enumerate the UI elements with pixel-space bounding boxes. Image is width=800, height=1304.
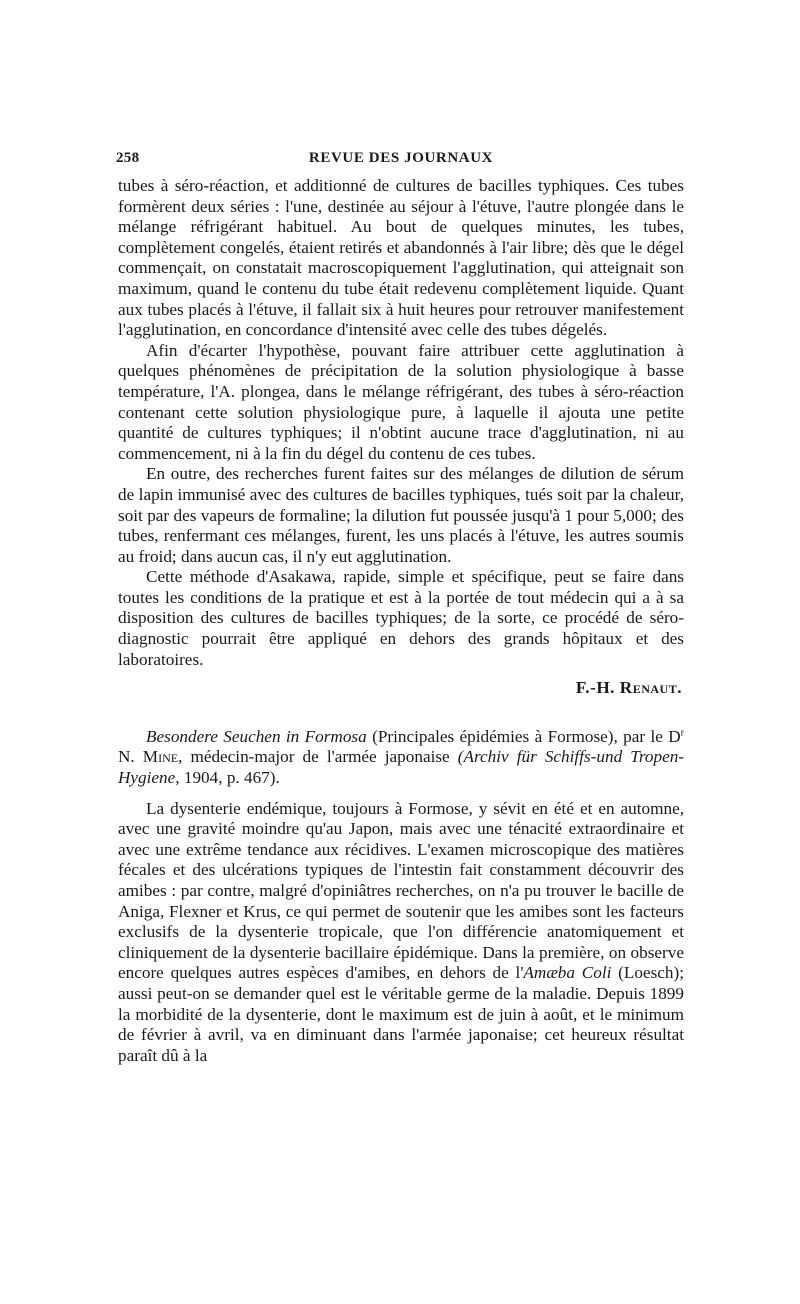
signature-surname: Renaut. (619, 678, 682, 698)
signature-initials: F.-H. (575, 678, 615, 698)
review-citation: 1904, p. 467). (183, 768, 280, 788)
review-author-surname: Mine, (142, 747, 183, 767)
review-author-role: médecin-major de l'armée japonaise (190, 747, 450, 767)
page-number: 258 (116, 150, 140, 166)
review-author-initial: N. (118, 747, 135, 767)
review-body-text: La dysenterie endémique, toujours à Formose, y sévit en été et en automne, avec une gravité moindre qu'au Japon, mais avec une ténacité extraordinaire et avec une extrême tendance aux récidives. L'examen microscopique des matières fécales et des ulcérations typiques de l'intestin fait constamment découvrir des amibes : par contre, malgré d'opiniâtres recherches, on n'a pu trouver le bacille de Aniga, Flexner et Krus, ce qui permet de soutenir que les amibes sont les facteurs exclusifs de la dysenterie tropicale, que l'on différencie anatomiquement et cliniquement de la dysenterie bacillaire épidémique. Dans la première, on observe encore quelques autres espèces d'amibes, en dehors de l' (118, 798, 684, 983)
review-body (118, 799, 684, 1067)
review-body-continued: (Loesch); aussi peut-on se demander quel est le véritable germe de la maladie. Depuis 1899 la morbidité de la dysenterie, dont le maximum est de juin à août, et le minimum de février à avril, va en diminuant dans l'armée japonaise; cet heureux résultat paraît dû à la (118, 963, 685, 1065)
paragraph-conclusion: Cette méthode d'Asakawa, rapide, simple et spécifique, peut se faire dans toutes les conditions de la pratique et est à la portée de tout médecin qui a à sa disposition des cultures de bacilles typhiques; de la sorte, ce procédé de séro-diagnostic pourrait être appliqué en dehors des grands hôpitaux et des laboratoires. (118, 567, 684, 669)
review-title-translation: (Principales épidémies à Formose), (372, 726, 618, 746)
document-page (118, 150, 684, 1066)
review-honorific: D (668, 726, 681, 746)
review-honorific-sup: r (680, 727, 685, 739)
journal-title: REVUE DES JOURNAUX (308, 150, 494, 166)
review-heading (118, 727, 684, 789)
review-journal: (Archiv für Schiffs-und Tropen-Hygiene, (118, 747, 685, 788)
paragraph-hypothesis: Afin d'écarter l'hypothèse, pouvant faire attribuer cette agglutination à quelques phénomènes de précipitation de la solution physiologique à basse température, l'A. plongea, dans le mélange réfrigérant, des tubes à séro-réaction contenant cette solution physiologique pure, à laquelle il ajouta une petite quantité de cultures typhiques; il n'obtint aucune trace d'agglutination, ni au commencement, ni à la fin du dégel du contenu de ces tubes. (118, 340, 684, 463)
review-by: par le (623, 726, 663, 746)
review-title: Besondere Seuchen in Formosa (146, 726, 367, 746)
paragraph-continuation: tubes à séro-réaction, et additionné de cultures de bacilles typhiques. Ces tubes formèrent deux séries : l'une, destinée au séjour à l'étuve, l'autre plongée dans le mélange réfrigérant habituel. Au bout de quelques minutes, les tubes, complètement congelés, étaient retirés et abandonnés à l'air libre; dès que le dégel commençait, on constatait macroscopiquement l'agglutination, qui atteignait son maximum, quand le contenu du tube était redevenu complètement liquide. Quant aux tubes placés à l'étuve, il fallait six à huit heures pour retrouver manifestement l'agglutination, en concordance d'intensité avec celle des tubes dégelés. (118, 176, 684, 340)
paragraph-dilution-research: En outre, des recherches furent faites sur des mélanges de dilution de sérum de lapin immunisé avec des cultures de bacilles typhiques, tués soit par la chaleur, soit par des vapeurs de formaline; la dilution fut poussée jusqu'à 1 pour 5,000; des tubes, renfermant ces mélanges, furent, les uns placés à l'étuve, les autres soumis au froid; dans aucun cas, il n'y eut agglutination. (118, 464, 684, 566)
review-body-species: Amæba Coli (523, 963, 612, 983)
running-head (118, 150, 684, 176)
author-signature (118, 678, 684, 699)
